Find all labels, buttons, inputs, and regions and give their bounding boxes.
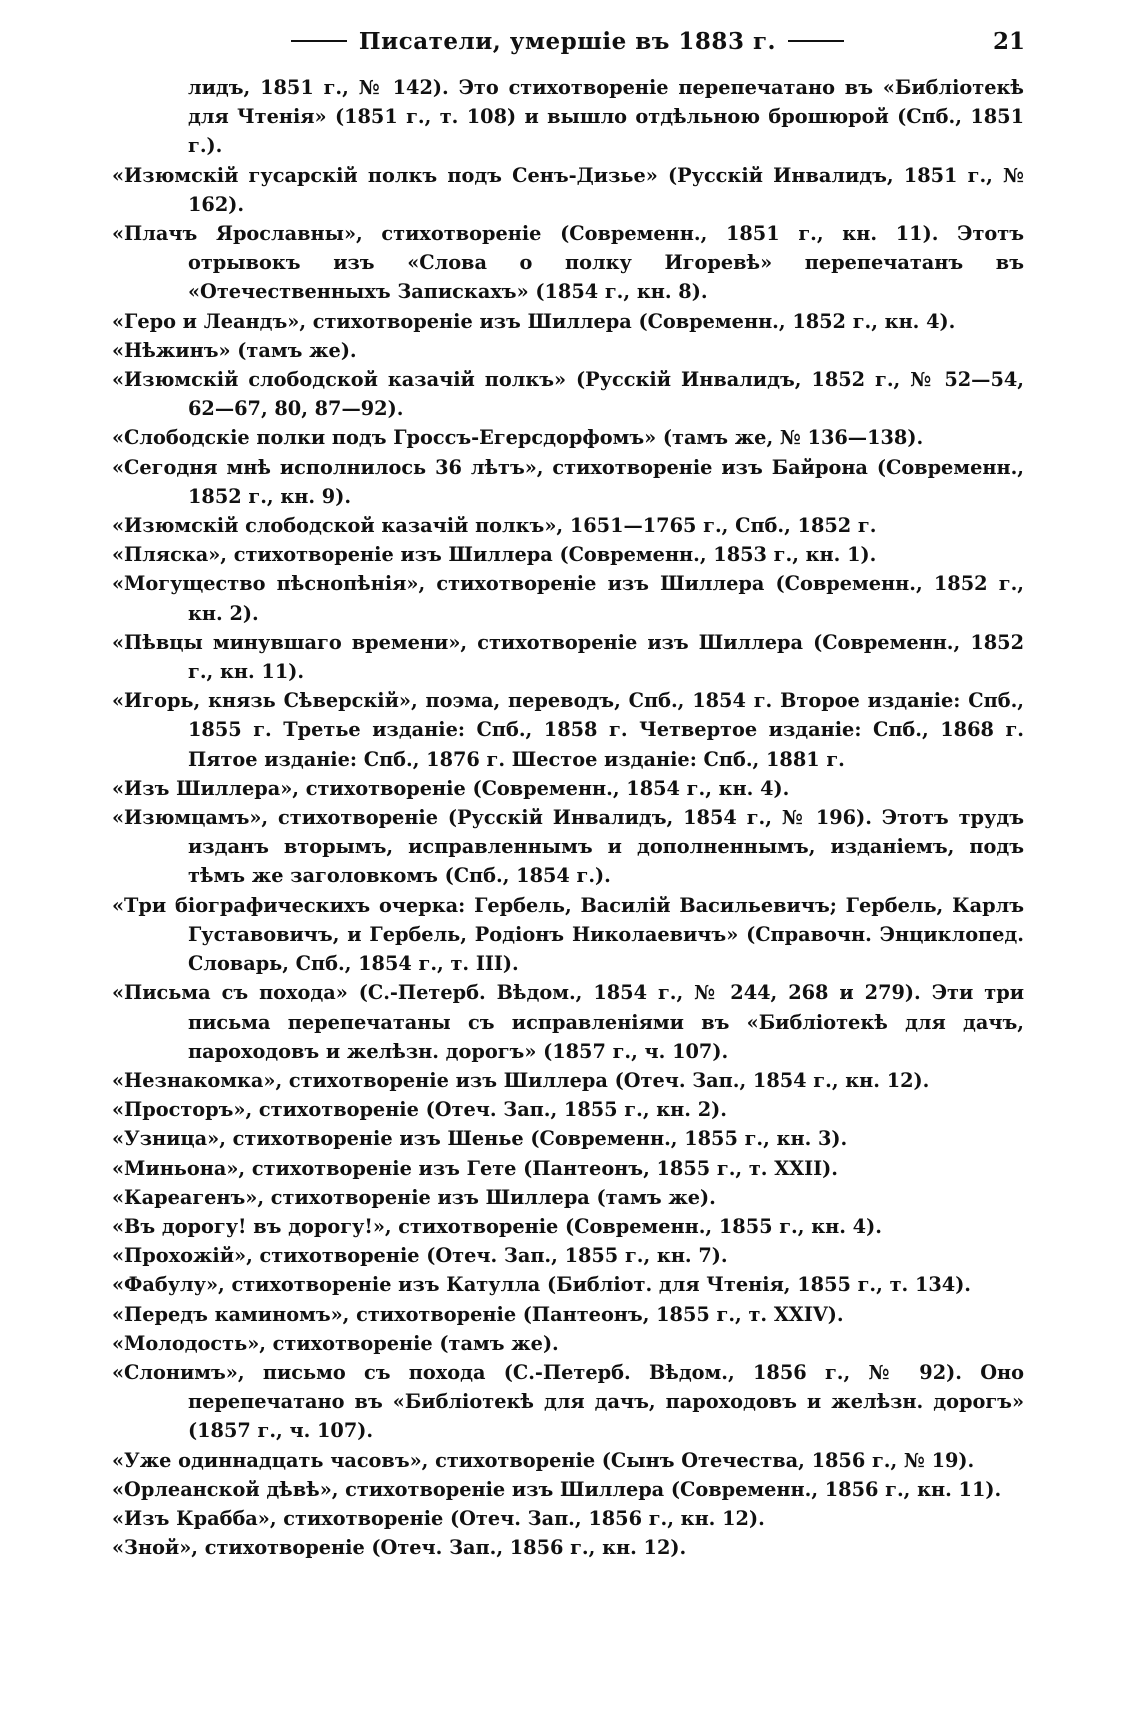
list-item: «Въ дорогу! въ дорогу!», стихотвореніе (Современн., 1855 г., кн. 4). [112,1214,882,1238]
list-item: «Игорь, князь Сѣверскій», поэма, переводъ, Спб., 1854 г. Второе изданіе: Спб., 1855 г. Третье изданіе: Спб., 1858 г. Четвертое изданіе: Спб., 1868 г. Пятое изданіе: Спб., 1876 г. Шестое изданіе: Спб., 1881 г. [112,689,1024,771]
list-item: «Уже одиннадцать часовъ», стихотвореніе (Сынъ Отечества, 1856 г., № 19). [112,1448,975,1472]
list-item: «Могущество пѣснопѣнія», стихотвореніе изъ Шиллера (Современн., 1852 г., кн. 2). [112,572,1024,625]
list-item: «Молодость», стихотвореніе (тамъ же). [112,1331,559,1355]
list-item: «Просторъ», стихотвореніе (Отеч. Зап., 1855 г., кн. 2). [112,1098,727,1122]
header-rule-left [291,40,347,42]
header-rule-right [788,40,844,42]
list-item: «Плачъ Ярославны», стихотвореніе (Современн., 1851 г., кн. 11). Этотъ отрывокъ изъ «Слова о полку Игоревѣ» перепечатанъ въ «Отечественныхъ Запискахъ» (1854 г., кн. 8). [112,222,1024,304]
header-title-line [110,28,1025,55]
list-item: «Зной», стихотвореніе (Отеч. Зап., 1856 г., кн. 12). [112,1536,687,1560]
list-item: «Изюмскій гусарскій полкъ подъ Сенъ-Дизье» (Русскій Инвалидъ, 1851 г., № 162). [112,163,1024,216]
header-title: Писатели, умершіе въ 1883 г. [358,28,777,55]
list-item: «Незнакомка», стихотвореніе изъ Шиллера (Отеч. Зап., 1854 г., кн. 12). [112,1068,930,1092]
page-number: 21 [992,28,1025,55]
list-item: «Прохожій», стихотвореніе (Отеч. Зап., 1855 г., кн. 7). [112,1244,728,1268]
bibliography-list [112,73,1024,1562]
list-item: «Изюмскій слободской казачій полкъ» (Русскій Инвалидъ, 1852 г., № 52—54, 62—67, 80, 87—92). [112,368,1024,421]
list-item: «Узница», стихотвореніе изъ Шенье (Современн., 1855 г., кн. 3). [112,1127,848,1151]
list-item: «Три біографическихъ очерка: Гербель, Василій Васильевичъ; Гербель, Карлъ Густавовичъ, и Гербель, Родіонъ Николаевичъ» (Справочн. Энциклопед. Словарь, Спб., 1854 г., т. III). [112,893,1024,976]
list-item: «Кареагенъ», стихотвореніе изъ Шиллера (тамъ же). [112,1185,716,1209]
list-item: «Слободскіе полки подъ Гроссъ-Егерсдорфомъ» (тамъ же, № 136—138). [112,426,924,450]
list-item: «Сегодня мнѣ исполнилось 36 лѣтъ», стихотвореніе изъ Байрона (Современн., 1852 г., кн. 9). [112,455,1024,508]
list-item: лидъ, 1851 г., № 142). Это стихотвореніе перепечатано въ «Библіотекѣ для Чтенія» (1851 г., т. 108) и вышло отдѣльною брошюрой (Спб., 1851 г.). [188,76,1024,158]
list-item: «Пѣвцы минувшаго времени», стихотвореніе изъ Шиллера (Современн., 1852 г., кн. 11). [112,630,1024,684]
list-item: «Орлеанской дѣвѣ», стихотвореніе изъ Шиллера (Современн., 1856 г., кн. 11). [112,1477,1002,1501]
running-header [110,28,1025,68]
list-item: «Миньона», стихотвореніе изъ Гете (Пантеонъ, 1855 г., т. XXII). [112,1156,839,1180]
list-item: «Изъ Шиллера», стихотвореніе (Современн., 1854 г., кн. 4). [112,776,790,800]
list-item: «Слонимъ», письмо съ похода (С.-Петерб. Вѣдом., 1856 г., № 92). Оно перепечатано въ «Библіотекѣ для дачъ, пароходовъ и желѣзн. дорогъ» (1857 г., ч. 107). [112,1360,1024,1443]
list-item: «Фабулу», стихотвореніе изъ Катулла (Библіот. для Чтенія, 1855 г., т. 134). [112,1273,972,1297]
list-item: «Передъ каминомъ», стихотвореніе (Пантеонъ, 1855 г., т. XXIV). [112,1302,844,1326]
list-item: «Изюмцамъ», стихотвореніе (Русскій Инвалидъ, 1854 г., № 196). Этотъ трудъ изданъ вторымъ, исправленнымъ и дополненнымъ, изданіемъ, подъ тѣмъ же заголовкомъ (Спб., 1854 г.). [112,806,1024,888]
list-item: «Изъ Крабба», стихотвореніе (Отеч. Зап., 1856 г., кн. 12). [112,1506,765,1530]
list-item: «Пляска», стихотвореніе изъ Шиллера (Современн., 1853 г., кн. 1). [112,543,877,567]
list-item: «Письма съ похода» (С.-Петерб. Вѣдом., 1854 г., № 244, 268 и 279). Эти три письма перепечатаны съ исправленіями въ «Библіотекѣ для дачъ, пароходовъ и желѣзн. дорогъ» (1857 г., ч. 107). [112,981,1024,1063]
list-item: «Геро и Леандъ», стихотвореніе изъ Шиллера (Современн., 1852 г., кн. 4). [112,309,956,333]
list-item: «Нѣжинъ» (тамъ же). [112,338,357,362]
list-item: «Изюмскій слободской казачій полкъ», 1651—1765 г., Спб., 1852 г. [112,514,877,538]
